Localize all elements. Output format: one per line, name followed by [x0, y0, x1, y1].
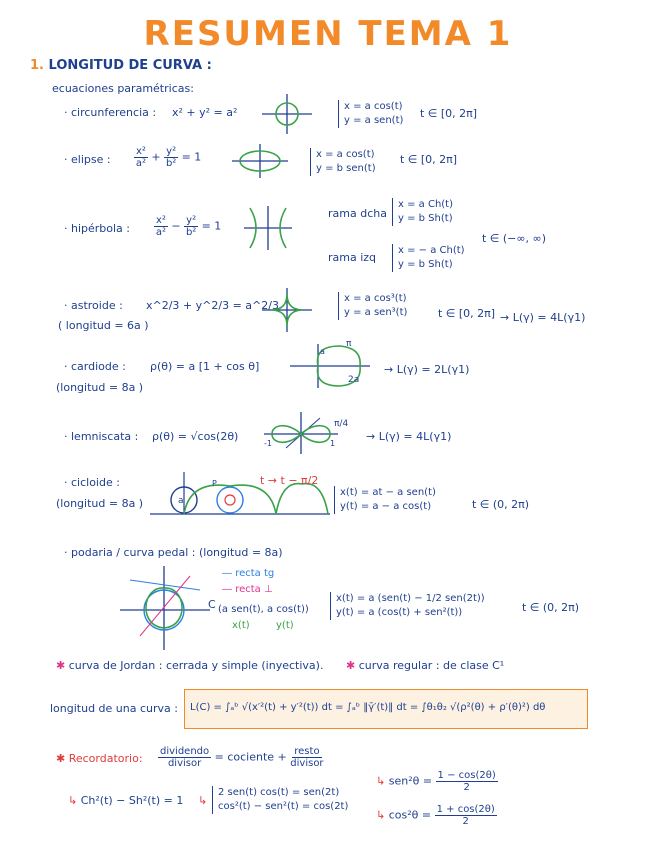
- circ-range: t ∈ [0, 2π]: [420, 107, 478, 120]
- lemniscate-m1: -1: [264, 439, 272, 448]
- pedal-param: x(t) = a (sen(t) − 1/2 sen(2t)) y(t) = a (cos(t) + sen²(t)): [330, 592, 485, 620]
- right-branch-label: rama dcha: [328, 207, 387, 220]
- division-rule: $\frac{\text{dividendo}}{\text{divisor}}$ = cociente + $\frac{\text{resto}}{\text{divisor}}$: [160, 746, 324, 769]
- astroid-equation: x^2/3 + y^2/3 = a^2/3: [146, 299, 279, 312]
- cycloid-a: a: [178, 496, 184, 506]
- lemniscate-diagram: [264, 410, 348, 454]
- right-branch-param: x = a Ch(t) y = b Sh(t): [392, 198, 453, 226]
- pedal-xt: x(t): [232, 620, 250, 631]
- page-title: RESUMEN TEMA 1: [143, 14, 513, 54]
- pedal-diagram: [120, 566, 210, 650]
- section-number: 1.: [30, 58, 44, 73]
- cardioid-equation: ρ(θ) = a [1 + cos θ]: [150, 360, 260, 373]
- cycloid-param: x(t) = at − a sen(t) y(t) = a − a cos(t): [334, 486, 436, 514]
- hyperbola-diagram: [244, 206, 292, 250]
- cycloid-note: (longitud = 8a ): [56, 497, 144, 510]
- ellipse-diagram: [232, 144, 288, 178]
- length-formula: L(C) = ∫ₐᵇ √(x′²(t) + y′²(t)) dt = ∫ₐᵇ ‖γ̄′(t)‖ dt = ∫θ₁θ₂ √(ρ²(θ) + ρ′(θ)²) dθ: [190, 702, 546, 713]
- cardioid-arrow: → L(γ) = 2L(γ1): [384, 363, 470, 376]
- circ-label: · circunferencia :: [64, 106, 157, 119]
- cardioid-2a-label: 2a: [348, 375, 360, 385]
- cycloid-label: · cicloide :: [64, 476, 120, 489]
- cycloid-range: t ∈ (0, 2π): [472, 498, 530, 511]
- hyperbola-label: · hipérbola :: [64, 222, 131, 235]
- hyperbola-range: t ∈ (−∞, ∞): [482, 232, 547, 245]
- astroid-arrow: → L(γ) = 4L(γ1): [500, 311, 586, 324]
- hyp-identity: ↳ Ch²(t) − Sh²(t) = 1: [68, 794, 184, 807]
- astroid-diagram: [262, 288, 312, 332]
- sen2-identity: ↳ sen²θ = $\frac{1 - \cos(2\theta)}{2}$: [376, 770, 496, 793]
- pedal-perp: ― recta ⊥: [222, 584, 273, 595]
- pedal-range: t ∈ (0, 2π): [522, 601, 580, 614]
- section-title: LONGITUD DE CURVA :: [48, 58, 212, 73]
- lemniscate-arrow: → L(γ) = 4L(γ1): [366, 430, 452, 443]
- cardioid-note: (longitud = 8a ): [56, 381, 144, 394]
- astroid-param: x = a cos³(t) y = a sen³(t): [338, 292, 407, 320]
- hyperbola-equation: $\frac{\text{x²}}{\text{a²}}$ − $\frac{\text{y²}}{\text{b²}}$ = 1: [155, 215, 222, 238]
- jordan-note: ✱ curva de Jordan : cerrada y simple (inyectiva).: [56, 659, 324, 672]
- circ-param: [338, 100, 403, 128]
- ellipse-x: x = a cos(t): [316, 149, 375, 160]
- left-branch-param: x = − a Ch(t) y = b Sh(t): [392, 244, 465, 272]
- reminder-label: ✱ Recordatorio:: [56, 752, 143, 765]
- lemniscate-label: · lemniscata :: [64, 430, 139, 443]
- length-label: longitud de una curva :: [50, 702, 178, 715]
- section-heading: [30, 58, 212, 73]
- cardioid-a-label: a: [320, 347, 325, 356]
- pedal-yt: y(t): [276, 620, 294, 631]
- circle-diagram: [262, 94, 312, 134]
- circ-x: x = a cos(t): [344, 101, 403, 112]
- left-branch-label: rama izq: [328, 251, 377, 264]
- cycloid-shift: t → t − π/2: [260, 474, 319, 487]
- circ-equation: x² + y² = a²: [172, 106, 238, 119]
- ellipse-param: [310, 148, 376, 176]
- circ-y: y = a sen(t): [344, 115, 404, 126]
- parametric-heading: ecuaciones paramétricas:: [52, 82, 194, 95]
- ellipse-y: y = b sen(t): [316, 163, 376, 174]
- ellipse-range: t ∈ [0, 2π]: [400, 153, 458, 166]
- cardioid-diagram: [290, 340, 370, 388]
- astroid-range: t ∈ [0, 2π]: [438, 307, 496, 320]
- regular-note: ✱ curva regular : de clase C¹: [346, 659, 505, 672]
- pedal-label: · podaria / curva pedal : (longitud = 8a): [64, 546, 283, 559]
- pedal-tg: ― recta tg: [222, 568, 275, 579]
- pedal-point: (a sen(t), a cos(t)): [218, 604, 309, 615]
- cardioid-pi-label: π: [346, 339, 352, 349]
- cos2-identity: ↳ cos²θ = $\frac{1 + \cos(2\theta)}{2}$: [376, 804, 495, 827]
- ellipse-label: · elipse :: [64, 153, 111, 166]
- cardioid-label: · cardiode :: [64, 360, 126, 373]
- astroid-label: · astroide :: [64, 299, 123, 312]
- ellipse-equation: $\frac{\text{x²}}{\text{a²}}$ + $\frac{\text{y²}}{\text{b²}}$ = 1: [135, 146, 202, 169]
- cycloid-p: P: [212, 479, 217, 488]
- lemniscate-pi4: π/4: [334, 419, 349, 429]
- pedal-c: C: [208, 598, 216, 611]
- lemniscate-equation: ρ(θ) = √cos(2θ): [152, 430, 239, 443]
- astroid-note: ( longitud = 6a ): [58, 319, 149, 332]
- double-angle: 2 sen(t) cos(t) = sen(2t) cos²(t) − sen²(t) = cos(2t): [212, 786, 348, 814]
- double-angle-arrow: ↳: [198, 794, 208, 807]
- lemniscate-p1: 1: [330, 439, 336, 448]
